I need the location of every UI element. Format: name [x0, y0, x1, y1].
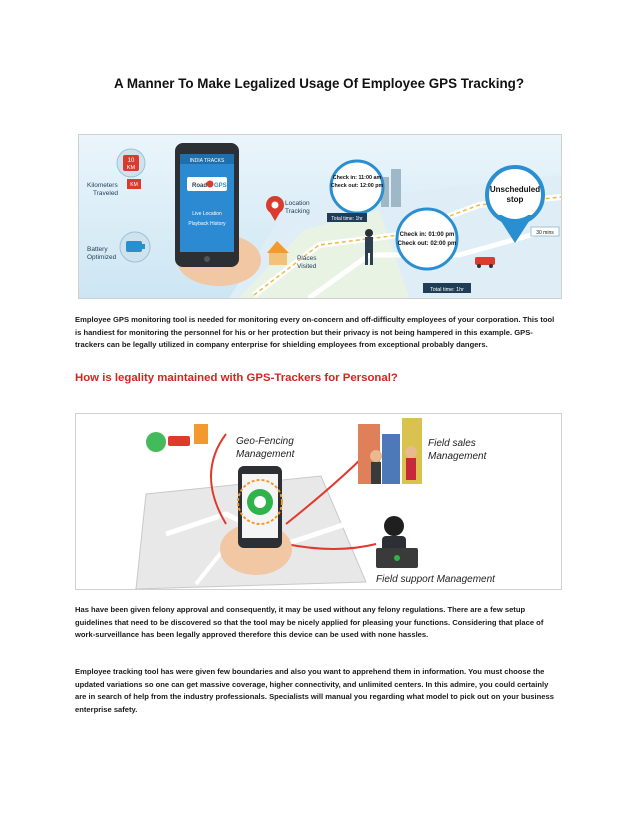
checkin-bubble-2	[397, 209, 457, 269]
svg-text:Check in: 01:00 pm: Check in: 01:00 pm	[399, 232, 455, 238]
svg-text:Management: Management	[428, 451, 487, 462]
svg-text:Playback History: Playback History	[188, 221, 226, 227]
svg-text:INDIA TRACKS: INDIA TRACKS	[189, 158, 225, 164]
svg-text:Traveled: Traveled	[93, 190, 119, 197]
svg-text:Unscheduled: Unscheduled	[489, 185, 541, 194]
gps-tracking-infographic	[78, 134, 562, 299]
kilometers-badge	[117, 149, 145, 177]
svg-text:30 mins: 30 mins	[536, 230, 554, 236]
svg-text:Tracking: Tracking	[285, 208, 310, 215]
legal-approval-paragraph: Has have been given felony approval and consequently, it may be used without any felony regulations. There are a few setup guidelines that need to be discovered so that the tool may be nicely applied for pleasing your functions. Considering that place of work-surveillance has been legally approved therefore this device can be used with none hassles.	[75, 605, 544, 640]
svg-text:Check out: 02:00 pm: Check out: 02:00 pm	[397, 241, 457, 247]
svg-text:Live Location: Live Location	[192, 211, 222, 217]
svg-text:Check out: 12:00 pm: Check out: 12:00 pm	[330, 183, 384, 189]
section-heading: How is legality maintained with GPS-Trackers for Personal?	[75, 372, 398, 384]
svg-text:Road: Road	[192, 183, 207, 189]
svg-text:Optimized: Optimized	[87, 254, 117, 261]
svg-text:Field sales: Field sales	[428, 438, 476, 449]
svg-text:Location: Location	[285, 200, 310, 207]
svg-text:Kilometers: Kilometers	[87, 182, 118, 189]
svg-text:GPS: GPS	[214, 183, 227, 189]
svg-text:Places: Places	[297, 255, 317, 262]
svg-text:Field support Management: Field support Management	[376, 574, 495, 585]
svg-text:KM: KM	[126, 165, 136, 171]
svg-text:Total time: 1hr: Total time: 1hr	[430, 287, 464, 293]
svg-text:KM: KM	[130, 182, 138, 188]
checkin-bubble-1	[331, 161, 384, 213]
svg-text:Battery: Battery	[87, 246, 108, 253]
svg-text:stop: stop	[506, 195, 524, 204]
tool-boundaries-paragraph: Employee tracking tool has were given few boundaries and also you want to apprehend them in information. You must choose the updated variations so one can get massive coverage, higher connectivity, and unlimited centers. In this admire, you could certainly are in search of help from the industry professionals. Specialists will manual you regarding what model to pick out on your business enterprise safety.	[75, 667, 554, 714]
battery-icon	[120, 232, 150, 262]
document-title: A Manner To Make Legalized Usage Of Employee GPS Tracking?	[113, 76, 524, 91]
svg-text:Total time: 1hr: Total time: 1hr	[331, 216, 363, 222]
svg-text:Geo-Fencing: Geo-Fencing	[236, 436, 294, 447]
svg-text:Management: Management	[236, 449, 295, 460]
svg-text:10: 10	[127, 158, 135, 164]
intro-paragraph: Employee GPS monitoring tool is needed for monitoring every on-concern and off-difficulty employees of your corporation. This tool is handiest for monitoring the personnel for his or her protection but their privacy is not being hampered in this example. GPS-trackers can be legally utilized in company enterprise for shielding employees from exceptional probably dangers.	[75, 315, 555, 350]
svg-text:Check in: 11:00 am: Check in: 11:00 am	[332, 175, 382, 181]
field-management-infographic	[75, 413, 562, 590]
svg-text:Visited: Visited	[297, 263, 317, 270]
